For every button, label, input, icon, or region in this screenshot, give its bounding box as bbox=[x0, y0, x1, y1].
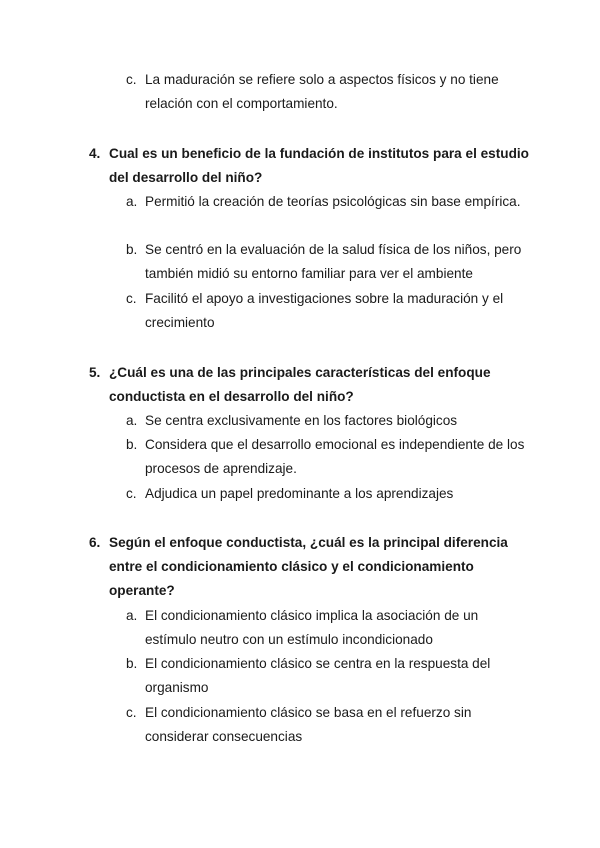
option-text: El condicionamiento clásico se basa en el refuerzo sin considerar consecuencias bbox=[145, 705, 472, 745]
question-number: 4. bbox=[89, 146, 101, 161]
option-letter: a. bbox=[126, 608, 138, 623]
option-text: Considera que el desarrollo emocional es independiente de los procesos de aprendizaje. bbox=[145, 437, 525, 477]
option-text: El condicionamiento clásico implica la asociación de un estímulo neutro con un estímulo incondicionado bbox=[145, 608, 479, 648]
question-number: 6. bbox=[89, 535, 101, 550]
option-text: Facilitó el apoyo a investigaciones sobre la maduración y el crecimiento bbox=[145, 291, 504, 331]
option-letter: c. bbox=[126, 705, 137, 720]
question-text: Según el enfoque conductista, ¿cuál es la principal diferencia entre el condicionamiento clásico y el condicionamiento operante? bbox=[109, 535, 508, 599]
option-letter: c. bbox=[126, 72, 137, 87]
option-letter: b. bbox=[126, 242, 138, 257]
option-letter: b. bbox=[126, 437, 138, 452]
question-text: Cual es un beneficio de la fundación de institutos para el estudio del desarrollo del niño? bbox=[109, 146, 529, 186]
option-letter: c. bbox=[126, 486, 137, 501]
option-text: El condicionamiento clásico se centra en la respuesta del organismo bbox=[145, 656, 491, 696]
option-letter: c. bbox=[126, 291, 137, 306]
option-text: Adjudica un papel predominante a los aprendizajes bbox=[145, 486, 454, 501]
option-letter: a. bbox=[126, 194, 138, 209]
question-number: 5. bbox=[89, 365, 101, 380]
option-text: Se centra exclusivamente en los factores biológicos bbox=[145, 413, 458, 428]
question-text: ¿Cuál es una de las principales características del enfoque conductista en el desarrollo del niño? bbox=[109, 365, 491, 405]
option-text: La maduración se refiere solo a aspectos físicos y no tiene relación con el comportamiento. bbox=[145, 72, 499, 112]
option-text: Se centró en la evaluación de la salud física de los niños, pero también midió su entorno familiar para ver el ambiente bbox=[145, 242, 522, 282]
option-letter: b. bbox=[126, 656, 138, 671]
option-letter: a. bbox=[126, 413, 138, 428]
option-text: Permitió la creación de teorías psicológicas sin base empírica. bbox=[145, 194, 521, 209]
